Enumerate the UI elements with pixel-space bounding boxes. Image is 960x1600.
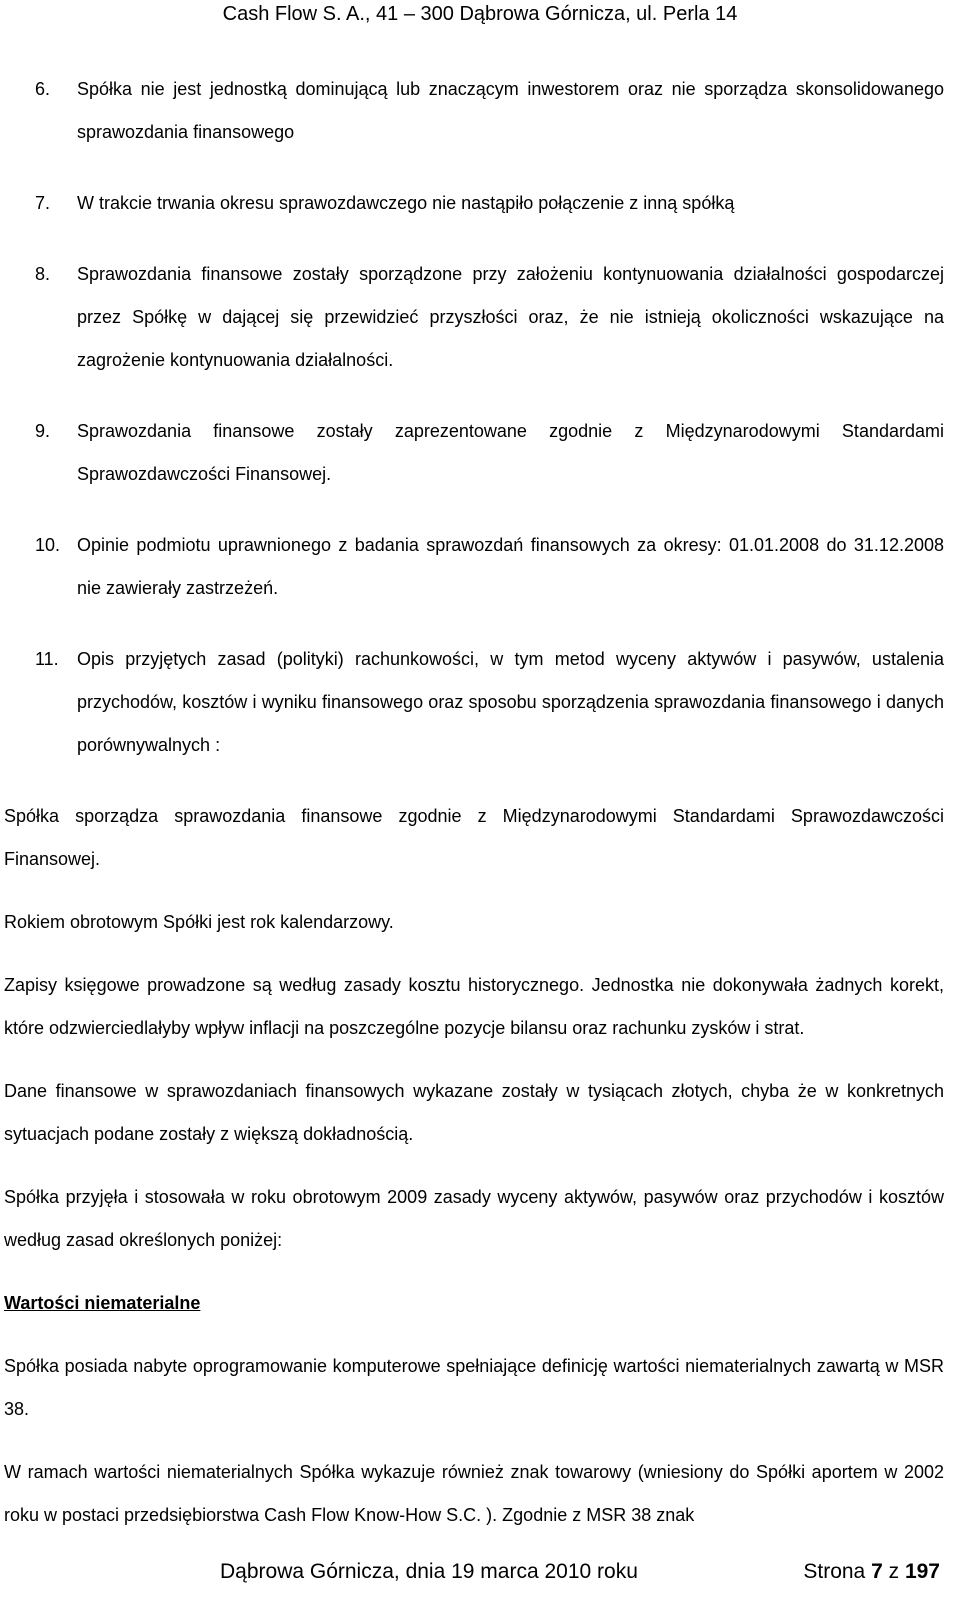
list-item bbox=[0, 68, 944, 154]
body-paragraph: Spółka posiada nabyte oprogramowanie komputerowe spełniające definicję wartości niematerialnych zawartą w MSR 38. bbox=[4, 1356, 944, 1419]
page-header: Cash Flow S. A., 41 – 300 Dąbrowa Górnicza, ul. Perla 14 bbox=[222, 3, 738, 25]
list-item-text: W trakcie trwania okresu sprawozdawczego nie nastąpiło połączenie z inną spółką bbox=[77, 193, 735, 213]
section-heading: Wartości niematerialne bbox=[4, 1293, 201, 1313]
body-paragraph: Spółka sporządza sprawozdania finansowe zgodnie z Międzynarodowymi Standardami Sprawozdawczości Finansowej. bbox=[4, 806, 944, 869]
list-item-number: 7. bbox=[35, 193, 51, 213]
page-current: 7 bbox=[871, 1560, 883, 1583]
list-item-number: 9. bbox=[35, 421, 51, 441]
list-item bbox=[0, 638, 944, 767]
list-item-number: 6. bbox=[35, 79, 51, 99]
page-content bbox=[0, 68, 944, 1557]
footer-place-date: Dąbrowa Górnicza, dnia 19 marca 2010 roku bbox=[220, 1560, 638, 1583]
list-item-number: 11. bbox=[35, 649, 59, 669]
list-item-number: 10. bbox=[35, 535, 61, 555]
page-number bbox=[803, 1556, 940, 1588]
list-item-text: Sprawozdania finansowe zostały zaprezentowane zgodnie z Międzynarodowymi Standardami Sprawozdawczości Finansowej. bbox=[77, 421, 944, 484]
list-item-text: Spółka nie jest jednostką dominującą lub znaczącym inwestorem oraz nie sporządza skonsolidowanego sprawozdania finansowego bbox=[77, 79, 944, 142]
page-total: 197 bbox=[904, 1560, 940, 1583]
list-item bbox=[0, 253, 944, 382]
list-item-text: Opis przyjętych zasad (polityki) rachunkowości, w tym metod wyceny aktywów i pasywów, ustalenia przychodów, kosztów i wyniku finansowego oraz sposobu sporządzenia sprawozdania finansowego i danych porównywalnych : bbox=[77, 649, 944, 755]
list-item bbox=[0, 410, 944, 496]
page-footer bbox=[0, 1556, 944, 1588]
body-paragraph: Spółka przyjęła i stosowała w roku obrotowym 2009 zasady wyceny aktywów, pasywów oraz przychodów i kosztów według zasad określonych poniżej: bbox=[4, 1187, 944, 1250]
list-item-text: Sprawozdania finansowe zostały sporządzone przy założeniu kontynuowania działalności gospodarczej przez Spółkę w dającej się przewidzieć przyszłości oraz, że nie istnieją okoliczności wskazujące na zagrożenie kontynuowania działalności. bbox=[77, 264, 944, 370]
list-item-text: Opinie podmiotu uprawnionego z badania sprawozdań finansowych za okresy: 01.01.2008 do 31.12.2008 nie zawierały zastrzeżeń. bbox=[77, 535, 944, 598]
list-item bbox=[0, 182, 944, 225]
body-paragraph: Zapisy księgowe prowadzone są według zasady kosztu historycznego. Jednostka nie dokonywała żadnych korekt, które odzwierciedlałyby wpływ inflacji na poszczególne pozycje bilansu oraz rachunku zysków i strat. bbox=[4, 975, 944, 1038]
body-paragraph: Rokiem obrotowym Spółki jest rok kalendarzowy. bbox=[4, 912, 394, 932]
list-item-number: 8. bbox=[35, 264, 51, 284]
body-paragraph: W ramach wartości niematerialnych Spółka wykazuje również znak towarowy (wniesiony do Spółki aportem w 2002 roku w postaci przedsiębiorstwa Cash Flow Know-How S.C. ). Zgodnie z MSR 38 znak bbox=[4, 1462, 944, 1525]
page-of: z bbox=[888, 1560, 900, 1583]
list-item bbox=[0, 524, 944, 610]
page-label: Strona bbox=[803, 1560, 866, 1583]
body-paragraph: Dane finansowe w sprawozdaniach finansowych wykazane zostały w tysiącach złotych, chyba że w konkretnych sytuacjach podane zostały z większą dokładnością. bbox=[4, 1081, 944, 1144]
